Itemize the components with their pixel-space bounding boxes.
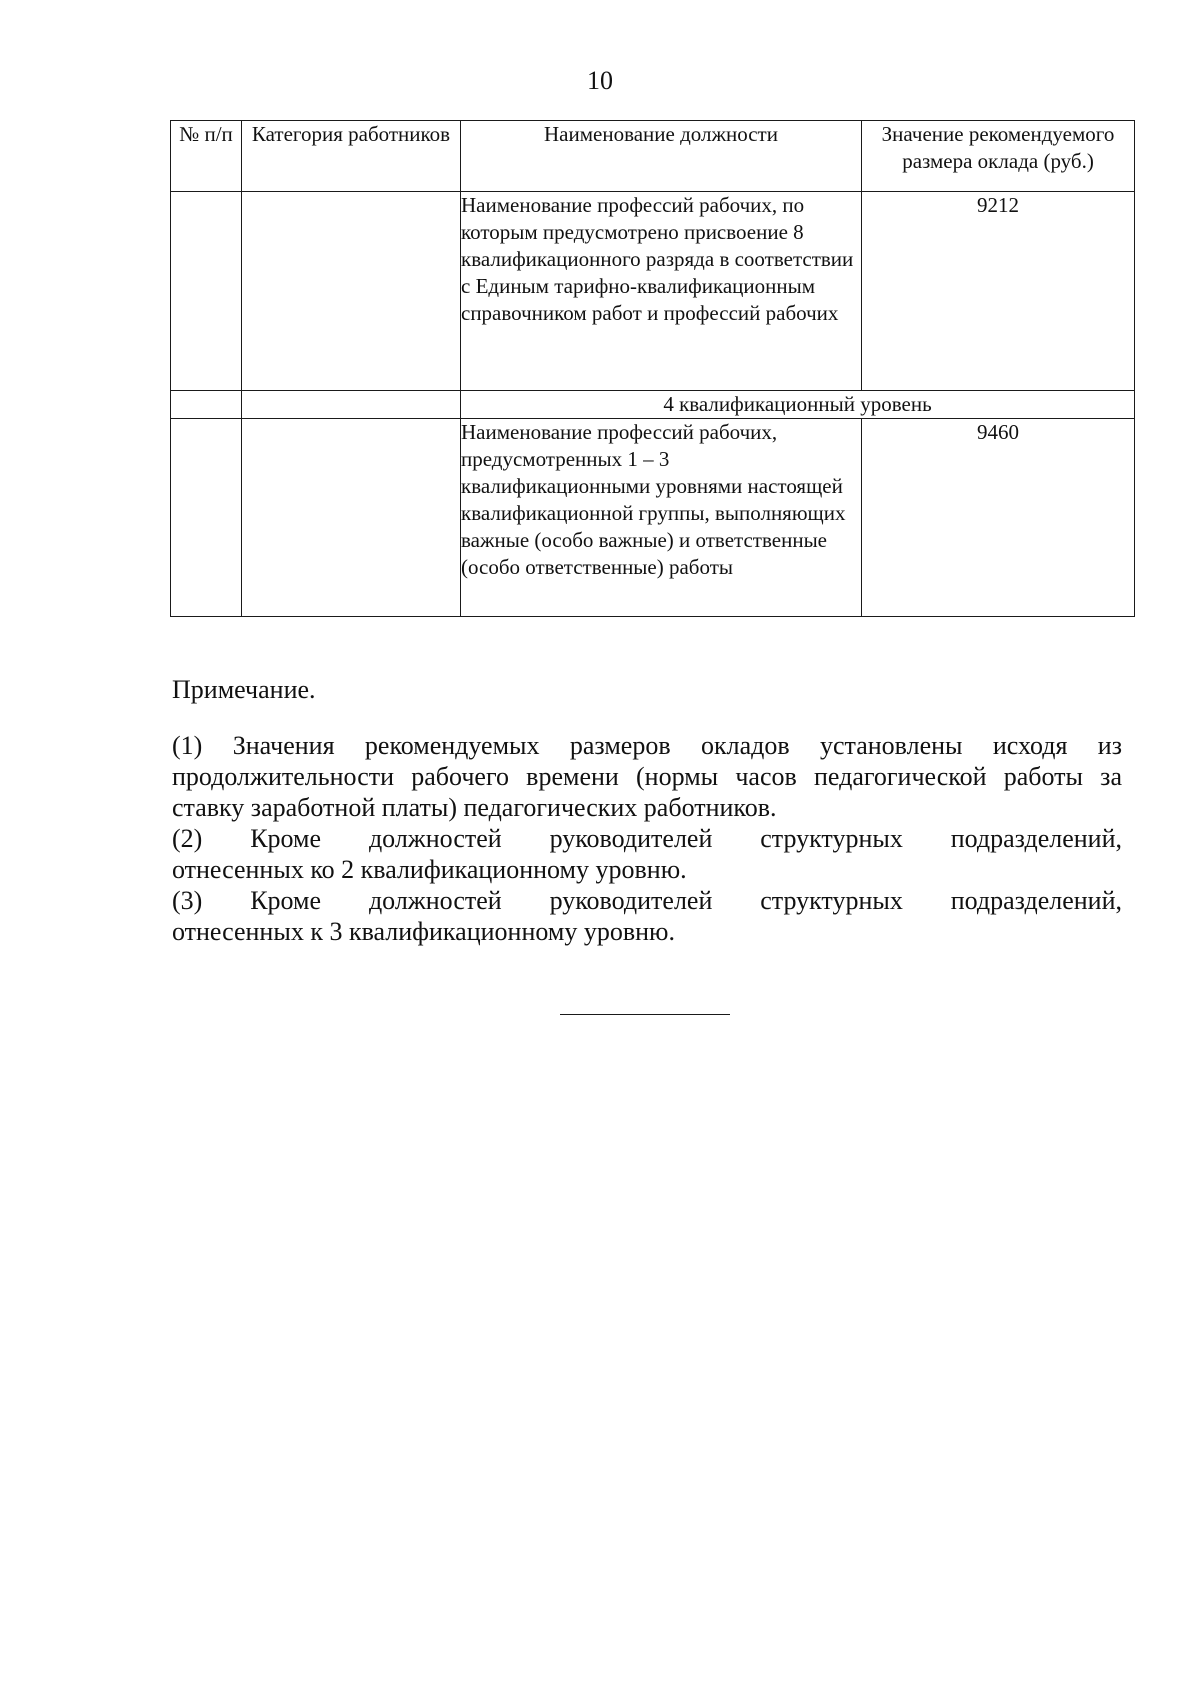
cell-level-title: 4 квалификационный уровень bbox=[461, 391, 1135, 419]
notes-title: Примечание. bbox=[172, 675, 316, 704]
note-item-2 bbox=[172, 823, 1122, 885]
salary-table bbox=[170, 120, 1135, 617]
table-row bbox=[171, 192, 1135, 391]
header-num: № п/п bbox=[171, 121, 242, 192]
cell-position: Наименование профессий рабочих, по которым предусмотрено присвоение 8 квалификационного разряда в соответствии с Единым тарифно-квалификационным справочником работ и профессий рабочих bbox=[461, 192, 862, 391]
note-item-3 bbox=[172, 885, 1122, 947]
header-position: Наименование должности bbox=[461, 121, 862, 192]
note-3-line-1: (3) Кроме должностей руководителей структурных подразделений, bbox=[172, 886, 1122, 915]
note-2-line-1: (2) Кроме должностей руководителей структурных подразделений, bbox=[172, 824, 1122, 853]
cell-num bbox=[171, 192, 242, 391]
cell-category bbox=[242, 192, 461, 391]
note-3-rest: отнесенных к 3 квалификационному уровню. bbox=[172, 917, 675, 946]
header-value: Значение рекомендуемого размера оклада (руб.) bbox=[862, 121, 1135, 192]
page-number: 10 bbox=[587, 66, 613, 95]
cell-value: 9460 bbox=[862, 419, 1135, 617]
cell-num bbox=[171, 419, 242, 617]
table-row-level bbox=[171, 391, 1135, 419]
cell-category bbox=[242, 391, 461, 419]
cell-value: 9212 bbox=[862, 192, 1135, 391]
note-2-rest: отнесенных ко 2 квалификационному уровню. bbox=[172, 855, 687, 884]
header-category: Категория работников bbox=[242, 121, 461, 192]
end-divider bbox=[560, 1014, 730, 1015]
cell-category bbox=[242, 419, 461, 617]
note-1-line-1: (1) Значения рекомендуемых размеров окладов установлены исходя из bbox=[172, 731, 1122, 760]
cell-num bbox=[171, 391, 242, 419]
table-row bbox=[171, 419, 1135, 617]
notes-section bbox=[172, 674, 1122, 947]
cell-position: Наименование профессий рабочих, предусмотренных 1 – 3 квалификационными уровнями настоящей квалификационной группы, выполняющих важные (особо важные) и ответственные (особо ответственные) работы bbox=[461, 419, 862, 617]
note-item-1 bbox=[172, 730, 1122, 823]
table-header-row bbox=[171, 121, 1135, 192]
note-1-line-2: продолжительности рабочего времени (нормы часов педагогической работы за bbox=[172, 762, 1122, 791]
note-1-rest: ставку заработной платы) педагогических работников. bbox=[172, 793, 777, 822]
